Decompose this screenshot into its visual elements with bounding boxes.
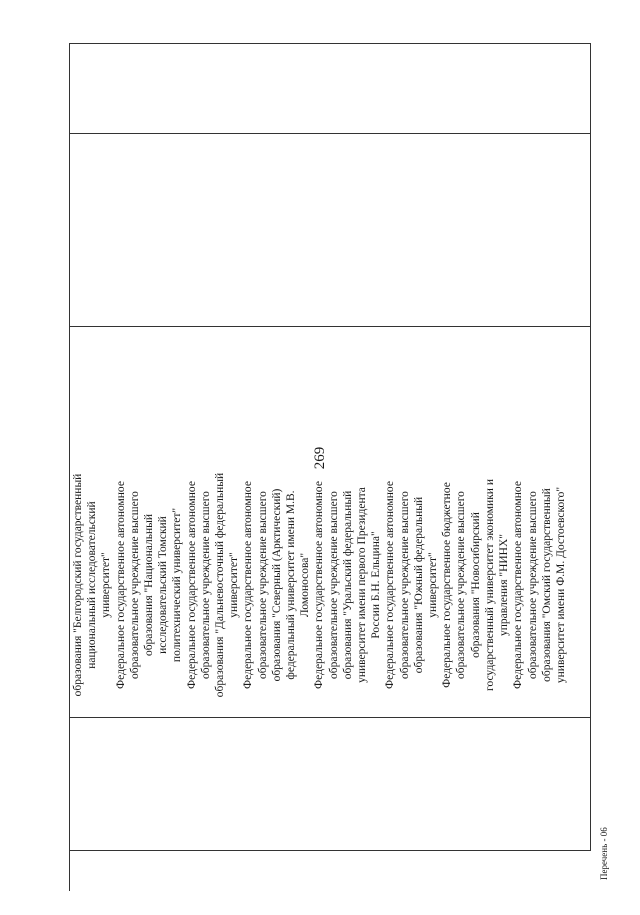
text-line: университет имени Ф.М. Достоевского" <box>554 486 567 684</box>
text-line: образования "Уральский федеральный <box>341 490 354 680</box>
table-border-right <box>590 43 591 851</box>
text-line: Федеральное государственное автономное <box>242 481 255 689</box>
table-border-top <box>69 43 591 44</box>
text-line: государственный университет экономики и <box>483 479 496 691</box>
list-item <box>511 454 568 716</box>
text-line: образовательное учреждение высшего <box>128 491 141 679</box>
text-line: федеральный университет имени М.В. <box>285 490 298 680</box>
text-line: Ломоносова" <box>299 552 312 618</box>
text-line: Федеральное государственное автономное <box>384 481 397 689</box>
organization-list <box>69 452 568 718</box>
text-line: образования "Южный федеральный <box>412 496 425 674</box>
text-line: университет" <box>427 552 440 618</box>
text-line: исследовательский Томский <box>157 516 170 654</box>
list-item <box>185 454 242 716</box>
text-line: университет" <box>100 552 113 618</box>
text-line: образования "Северный (Арктический) <box>270 488 283 682</box>
text-line: Федеральное государственное автономное <box>512 481 525 689</box>
text-line: Федеральное государственное автономное <box>185 481 198 689</box>
text-line: образовательное учреждение высшего <box>455 491 468 679</box>
table-border-bottom <box>69 850 591 851</box>
text-line: образования "Национальный <box>143 513 156 657</box>
list-item <box>71 454 114 716</box>
text-line: политехнический университет" <box>171 507 184 663</box>
column-divider <box>69 133 591 134</box>
text-line: образовательное учреждение высшего <box>398 491 411 679</box>
organization-list-cell <box>69 452 591 718</box>
text-line: образования "Дальневосточный федеральный <box>214 472 227 698</box>
table-border-left <box>69 43 70 851</box>
text-line: образования "Омский государственный <box>540 488 553 682</box>
text-line: образования "Новосибирский <box>469 512 482 658</box>
text-line: Федеральное государственное автономное <box>313 481 326 689</box>
document-table <box>69 43 591 851</box>
list-item <box>383 454 440 716</box>
footer-label: Перечень - 06 <box>599 827 609 880</box>
list-item <box>312 454 383 716</box>
page-number: 269 <box>312 446 328 470</box>
text-line: Федеральное государственное автономное <box>114 481 127 689</box>
text-line: национальный исследовательский <box>86 501 99 669</box>
text-line: университет имени первого Президента <box>356 487 369 683</box>
list-item <box>440 454 511 716</box>
text-line: Федеральное государственное бюджетное <box>441 482 454 688</box>
text-line: образовательное учреждение высшего <box>526 491 539 679</box>
text-line: образовательное учреждение высшего <box>199 491 212 679</box>
column-divider <box>69 326 591 327</box>
text-line: управления "НИНХ" <box>498 534 511 636</box>
text-line: образовательное учреждение высшего <box>327 491 340 679</box>
row-rule <box>69 851 70 891</box>
list-item <box>241 454 312 716</box>
text-line: образования "Белгородский государственный <box>72 473 84 697</box>
text-line: России Б.Н. Ельцина" <box>370 531 383 639</box>
text-line: университет" <box>228 552 241 618</box>
text-line: образовательное учреждение высшего <box>256 491 269 679</box>
list-item <box>114 454 185 716</box>
